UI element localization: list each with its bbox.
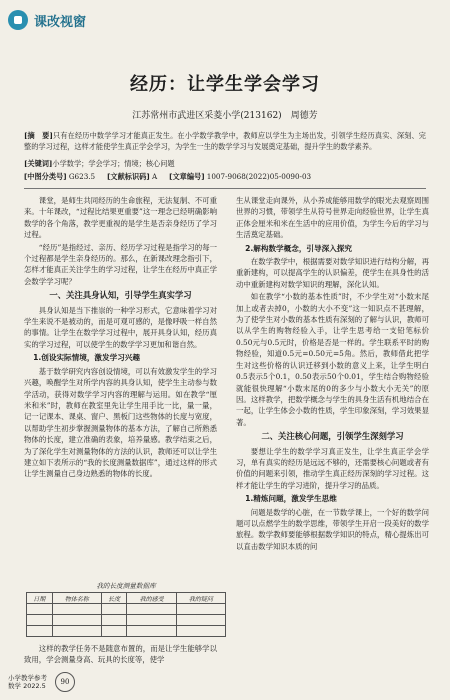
section-heading: 一、关注具身认知，引导学生真实学习 xyxy=(49,290,192,301)
section-label: 课改视窗 xyxy=(34,14,87,30)
paragraph: 课堂，是师生共同经历的生命旅程，无法复制、不可重来。十年课改，“过程比结果更重要”这一理念已经明确影响数学的各个角落，教学更重视的是学生是否亲身经历了学习过程。 xyxy=(24,196,217,240)
keywords-text: 小学数学；学会学习；情境；核心问题 xyxy=(52,159,175,168)
page-footer xyxy=(8,672,75,692)
keywords-tag: [关键词] xyxy=(24,159,53,168)
paragraph: 这样的教学任务不是随意布置的，而是让学生能够学以致用，学会测量身高、玩具的长度等，使学 xyxy=(24,644,217,665)
keywords xyxy=(24,159,426,169)
article-number: [文章编号] 1007-9068(2022)05-0090-03 xyxy=(169,172,312,181)
paragraph: 生从课堂走向课外，从小养成能够用数学的眼光去观察周围世界的习惯，带领学生从符号世界走向经验世界，让学生真正体会厘米和米在生活中的应用价值，为学生今后的学习与生活奠定基础。 xyxy=(236,196,429,240)
paragraph: 如在教学“小数的基本性质”时，不少学生对“小数末尾加上或者去掉0，小数的大小不变”这一知识点不甚理解，为了使学生对小数的基本性质有深刻的了解与认识，教师可以从学生的购物经验入手，让学生思考给一支铅笔标价0.50元与0.5元时，价格是否是一样的。学生联系平时的购物经验，知道0.5元=0.50元=5角。然后，教师借此把学生对这些价格的认识迁移到小数的意义上来，让学生明白0.5表示5个0.1，0.50表示50个0.01，学生结合购物经验就能很快理解“小数末尾的0的多少与小数大小无关”的原因。这样教学，把数学概念与学生的具身生活有机地结合在一起，让学生体会小数的性质，学生印象深刻，学习效果显著。 xyxy=(236,292,429,427)
abstract xyxy=(24,130,426,152)
abstract-text: 只有在经历中数学学习才能真正发生。在小学数学教学中，教师应以学生为主场出发，引领学生经历真实、深刻、完整的学习过程，这样才能使学生真正学会学习，为学生一生的数学学习与发展奠定基础，提升学生的数学素养。 xyxy=(24,131,426,151)
subsection-heading: 1.创设实际情境，激发学习兴趣 xyxy=(33,353,140,363)
table-header: 物体名称 xyxy=(52,593,101,604)
table-header: 日期 xyxy=(27,593,53,604)
doc-code: [文献标识码] A xyxy=(107,172,158,181)
article-author: 江苏常州市武进区采菱小学(213162) 周德芳 xyxy=(132,111,318,121)
data-table xyxy=(26,592,226,637)
left-column-continued xyxy=(24,643,217,666)
abstract-tag: [摘 要] xyxy=(24,131,53,140)
paragraph: 基于数学研究内容创设情境，可以有效激发学生的学习兴趣，唤醒学生对所学内容的具身认知，使学生主动参与数学活动，获得对数学学习内容的理解与运用。如在教学“厘米和米”时，教师在教室里先让学生用手比一比，量一量，记一记课本、课桌、窗户、黑板门这些物体的长度与宽度，以帮助学生初步掌握测量物体的基本方法，了解自己所熟悉物体的长度，建立准确的表象，培养量感。教学结束之后，为了深化学生对测量物体的方法的认识，教师还可以让学生建立如下表所示的“我的长度测量数据库”，通过这样的形式让学生测量自己身边熟悉的物体的长度。 xyxy=(24,366,217,479)
paragraph: 要想让学生的数学学习真正发生，让学生真正学会学习，单有真实的经历是远远不够的，还需要核心问题或者有价值的问题来引领，推动学生真正经历深刻的学习过程。这样才能让学生的学习进阶，提升学习的品质。 xyxy=(236,446,429,490)
section-header xyxy=(8,6,86,34)
paragraph: 在数学教学中，根据需要对数学知识进行结构分解，再重新建构，可以提高学生的认识偏差，使学生在具身性的活动中重新建构对数学知识的理解，深化认知。 xyxy=(236,257,429,289)
paragraph: “经历”是指经过、亲历、经历学习过程是指学习的每一个过程都是学生亲身经历的。那么，在新课改理念指引下，怎样才能真正关注学生的学习过程，让学生在经历中真正学会数学学习呢？ xyxy=(24,242,217,286)
subsection-heading: 1.精炼问题，激发学生思维 xyxy=(245,494,337,504)
paragraph: 问题是数学的心脏，在一节数学课上，一个好的数学问题可以点燃学生的数学思维，带领学生开启一段美好的数学旅程。数学教师要能够根据数学知识的特点，精心提炼出可以直击数学知识本质的问 xyxy=(236,507,429,551)
right-column xyxy=(236,195,429,685)
table-title: 我的长度测量数据库 xyxy=(96,582,156,590)
table-row xyxy=(27,626,226,637)
page-number: 90 xyxy=(55,672,75,692)
journal-name: 小学教学参考 数学 2022.5 xyxy=(8,674,47,690)
article-meta xyxy=(24,172,426,182)
divider xyxy=(24,188,426,189)
clc: [中图分类号] G623.5 xyxy=(24,172,96,181)
section-icon xyxy=(8,10,28,30)
table-header: 我的感受 xyxy=(127,593,176,604)
subsection-heading: 2.解构数学概念，引导深入探究 xyxy=(245,243,352,253)
article-title: 经历：让学生学会学习 xyxy=(130,74,320,95)
section-heading: 二、关注核心问题，引领学生深刻学习 xyxy=(261,431,404,442)
table-row xyxy=(27,615,226,626)
length-table xyxy=(26,580,226,637)
left-column xyxy=(24,195,217,635)
table-row xyxy=(27,604,226,615)
paragraph: 具身认知是当下推崇的一种学习形式，它意味着学习对学生来说不是被动的，而是可观可感的，是像呼吸一样自然的事情。让学生在数学学习过程中，展开具身认知，经历真实的学习过程，可以使学生的数学学习更加和谐自然。 xyxy=(24,305,217,349)
table-header: 我的疑问 xyxy=(176,593,225,604)
table-header: 长度 xyxy=(101,593,127,604)
